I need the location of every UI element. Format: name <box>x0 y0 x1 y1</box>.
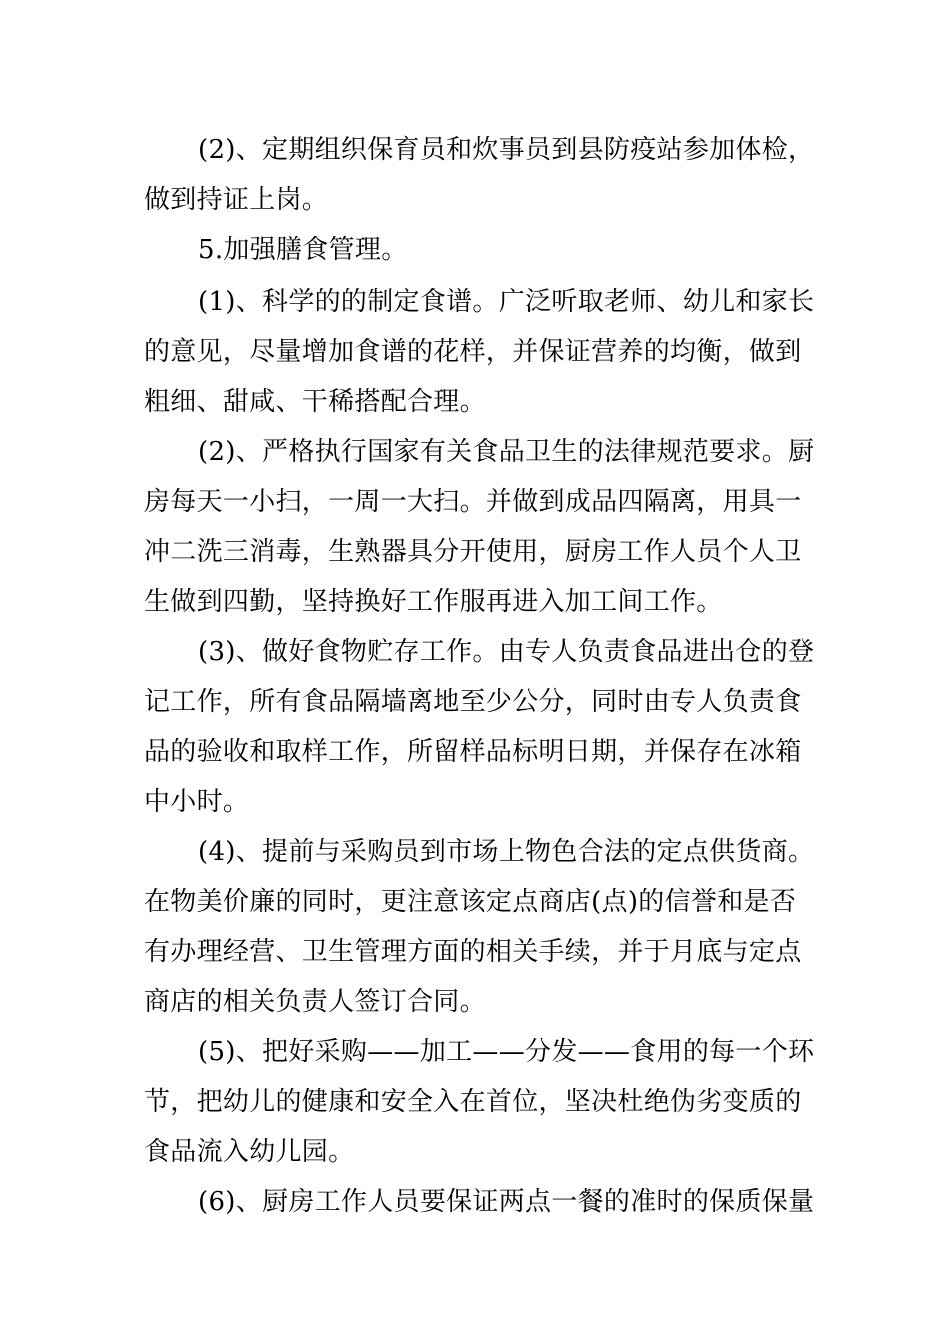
text-line: 做到持证上岗。 <box>144 185 329 215</box>
text-line: 中小时。 <box>144 787 250 817</box>
text-line: 房每天一小扫，一周一大扫。并做到成品四隔离，用具一 <box>144 487 802 517</box>
section-heading: 5.加强膳食管理。 <box>198 235 408 265</box>
text-line: (5)、把好采购——加工——分发——食用的每一个环 <box>198 1037 815 1067</box>
text-line: 的意见，尽量增加食谱的花样，并保证营养的均衡，做到 <box>144 337 802 367</box>
text-line: 粗细、甜咸、干稀搭配合理。 <box>144 387 486 417</box>
text-line: 生做到四勤，坚持换好工作服再进入加工间工作。 <box>144 587 723 617</box>
text-line: (4)、提前与采购员到市场上物色合法的定点供货商。 <box>198 837 815 867</box>
text-line: 品的验收和取样工作，所留样品标明日期，并保存在冰箱 <box>144 737 802 767</box>
text-line: 商店的相关负责人签订合同。 <box>144 987 486 1017</box>
text-line: 记工作，所有食品隔墙离地至少公分，同时由专人负责食 <box>144 687 802 717</box>
text-line: (1)、科学的的制定食谱。广泛听取老师、幼儿和家长 <box>198 287 815 317</box>
text-line: (2)、定期组织保育员和炊事员到县防疫站参加体检， <box>198 135 815 165</box>
text-line: 食品流入幼儿园。 <box>144 1137 355 1167</box>
text-line: 节，把幼儿的健康和安全入在首位，坚决杜绝伪劣变质的 <box>144 1087 802 1117</box>
text-line: 有办理经营、卫生管理方面的相关手续，并于月底与定点 <box>144 937 802 967</box>
text-line: (6)、厨房工作人员要保证两点一餐的准时的保质保量 <box>198 1187 815 1217</box>
text-line: (2)、严格执行国家有关食品卫生的法律规范要求。厨 <box>198 437 815 467</box>
text-line: 冲二洗三消毒，生熟器具分开使用，厨房工作人员个人卫 <box>144 537 802 567</box>
text-line: (3)、做好食物贮存工作。由专人负责食品进出仓的登 <box>198 637 815 667</box>
text-line: 在物美价廉的同时，更注意该定点商店(点)的信誉和是否 <box>144 887 797 917</box>
